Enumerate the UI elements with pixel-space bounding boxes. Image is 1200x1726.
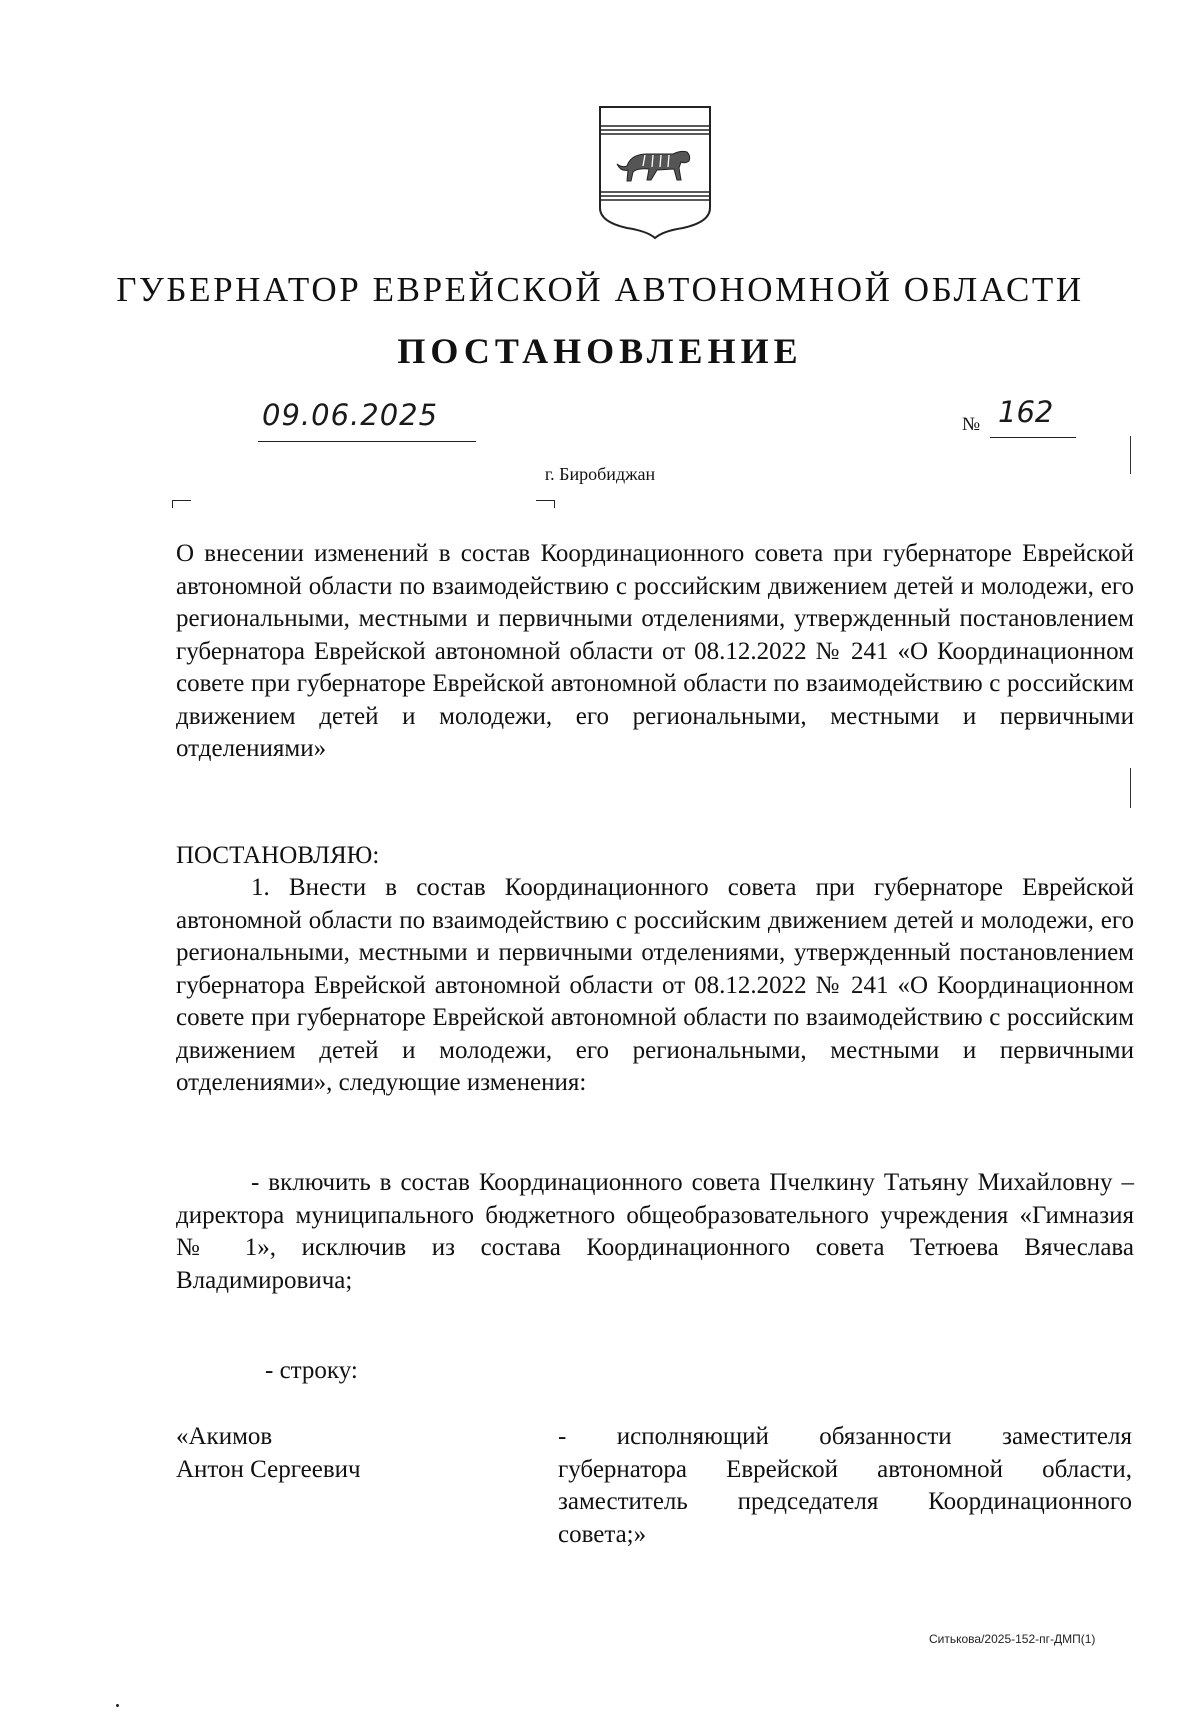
issuing-authority: ГУБЕРНАТОР ЕВРЕЙСКОЙ АВТОНОМНОЙ ОБЛАСТИ [116,270,1084,309]
member-given-names: Антон Сергеевич [176,1455,361,1483]
document-type: ПОСТАНОВЛЕНИЕ [397,331,803,371]
decree-word: ПОСТАНОВЛЯЮ: [176,842,380,869]
member-name [176,1421,476,1486]
margin-mark [1130,768,1131,808]
title-bracket-right [536,500,555,508]
number-underline [990,437,1076,438]
scan-speck [116,1704,119,1707]
date-underline [258,441,476,442]
city: г. Биробиджан [544,464,656,484]
decree-item-1: 1. Внести в состав Координационного совета при губернаторе Еврейской автономной области по взаимодействию с российским движением детей и молодежи, его региональными, местными и первичными отделениями, утвержденный постановлением губернатора Еврейской автономной области от 08.12.2022 № 241 «О Координационном совете при губернаторе Еврейской автономной области по взаимодействию с российским движением детей и молодежи, его региональными, местными и первичными отделениями», следующие изменения: [176,874,1134,1096]
document-title: О внесении изменений в состав Координационного совета при губернаторе Еврейской автономной области по взаимодействию с российским движением детей и молодежи, его региональными, местными и первичными отделениями, утвержденный постановлением губернатора Еврейской автономной области от 08.12.2022 № 241 «О Координационном совете при губернаторе Еврейской автономной области по взаимодействию с российским движением детей и молодежи, его региональными, местными и первичными отделениями» [176,540,1134,762]
number-label: № [962,414,981,435]
title-bracket-left [172,500,191,508]
document-reference: Ситькова/2025-152-пг-ДМП(1) [929,1632,1096,1646]
member-position: - исполняющий обязанности заместителя губернатора Еврейской автономной области, заместитель председателя Координационного совета;» [558,1423,1132,1548]
stroke-label: - строку: [265,1357,358,1384]
decree-item-change-1: - включить в состав Координационного совета Пчелкину Татьяну Михайловну – директора муниципального бюджетного общеобразовательного учреждения «Гимназия № 1», исключив из состава Координационного совета Тетюева Вячеслава Владимировича; [176,1169,1134,1294]
coat-of-arms-icon [597,104,713,240]
document-number: 162 [998,395,1054,429]
member-surname: «Акимов [176,1423,273,1450]
document-date: 09.06.2025 [262,398,439,432]
margin-mark [1130,436,1131,474]
